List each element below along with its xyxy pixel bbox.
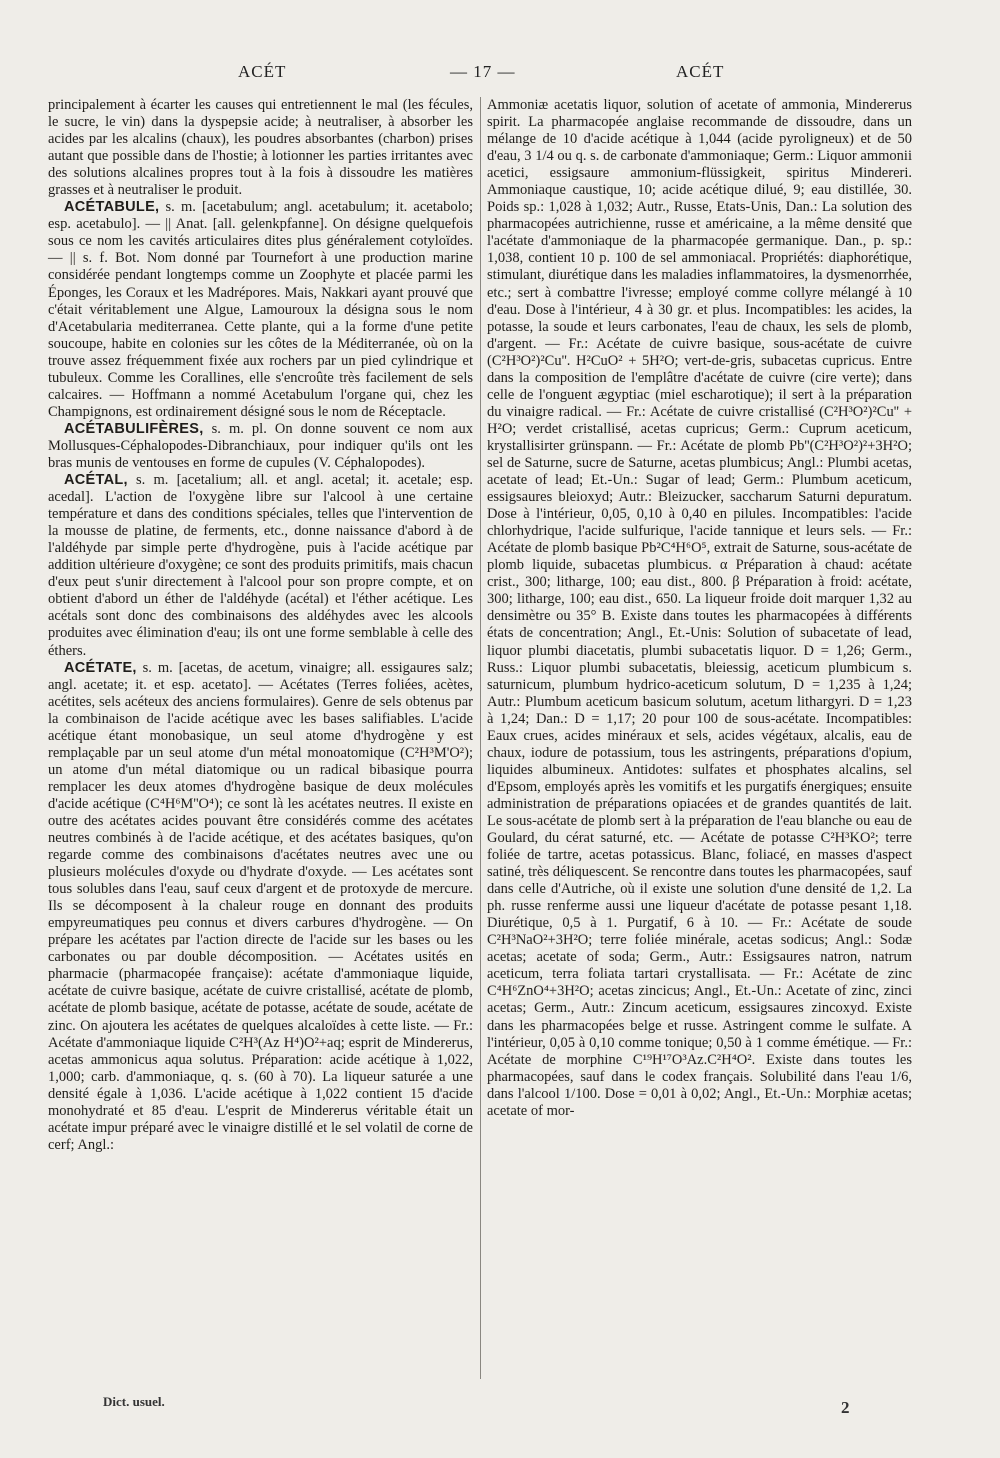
- page-number: — 17 —: [450, 62, 516, 81]
- entry-headword: ACÉTABULE,: [64, 199, 160, 216]
- header-right-guideword: ACÉT: [676, 62, 725, 81]
- header-left-guideword: ACÉT: [238, 62, 287, 81]
- entry-text: principalement à écarter les causes qui entretiennent le mal (les fécules, le sucre, le vin) dans la dyspepsie acide; à neutraliser, à absorber les acides par les alcalins (chaux), les poudres absorbantes (charbon) prises autant que possible dans de l'hostie; à lotionner les parties irritantes avec des solutions alcalines propres tout à la fois à dissoudre les matières grasses et à neutraliser le produit.: [48, 97, 473, 199]
- entry-continuation: [487, 97, 912, 1120]
- running-header: [0, 62, 1000, 88]
- entry-acetate: [48, 660, 473, 1154]
- entry-headword: ACÉTAL,: [64, 472, 128, 489]
- entry-text: s. m. [acetas, de acetum, vinaigre; all. essigaures salz; angl. acetate; it. et esp. acetato]. — Acétates (Terres foliées, acètes, acétites, sels acéteux des anciens formulaires). Genre de sels obtenus par la combinaison de l'acide acétique avec les bases salifiables. L'acide acétique étant monobasique, un seul atome d'hydrogène y est remplaçable par un seul atome d'un métal monoatomique (C²H³M'O²); un atome d'un métal diatomique ou un radical bibasique pourra remplacer les deux atomes d'hydrogène basique de deux molécules d'acide acétique (C⁴H⁶M''O⁴); ce sont là les acétates neutres. Il existe en outre des acétates acides pouvant être considérés comme des acétates neutres combinés à de l'acide acétique, et des acétates basiques, qu'on regarde comme des combinaisons d'acétates neutres avec une ou plusieurs molécules d'oxyde ou d'hydrate d'oxyde. — Les acétates sont tous solubles dans l'eau, sauf ceux d'argent et de protoxyde de mercure. Ils se décomposent à la chaleur rouge en donnant des produits empyreumatiques peu connus et divers carbures d'hydrogène. — On prépare les acétates par l'action directe de l'acide sur les bases ou les carbonates ou par double décomposition. — Acétates usités en pharmacie (pharmacopée française): acétate d'ammoniaque liquide, acétate de cuivre basique, acétate de cuivre cristallisé, acétate de plomb, acétate de plomb basique, acétate de potasse, acétate de soude, acétate de zinc. On ajoutera les acétates de quelques alcaloïdes à cette liste. — Fr.: Acétate d'ammoniaque liquide C²H³(Az H⁴)O²+aq; esprit de Mindererus, acetas ammonicus aqua solutus. Préparation: acide acétique à 1,022, 1,000; carb. d'ammoniaque, q. s. (60 à 70). La liqueur saturée a une densité égale à 1,036. L'acide acétique à 1,022 contient 15 d'acide monohydraté et 85 d'eau. L'esprit de Mindererus véritable était un acétate impur préparé avec le vinaigre distillé et le sel volatil de corne de cerf; Angl.:: [48, 659, 473, 1153]
- entry-text: s. m. [acetabulum; angl. acetabulum; it. acetabolo; esp. acetabulo]. — || Anat. [all. gelenkpfanne]. On désigne quelquefois sous ce nom les cavités articulaires dites plus généralement cotyloïdes. — || s. f. Bot. Nom donné par Tournefort à une production marine considérée pendant longtemps comme un Zoophyte et placée parmi les Éponges, les Coraux et les Madrépores. Mais, Nakkari ayant prouvé que c'était véritablement une Algue, Lamouroux la désigna sous le nom d'Acetabularia mediterranea. Cette plante, qui a la forme d'une petite soucoupe, habite en colonies sur les côtes de la Méditerranée, où on la trouve assez fréquemment fixée aux rochers par un pied cylindrique et tubuleux. Comme les Corallines, elle s'encroûte très facilement de sels calcaires. — Hoffmann a nommé Acetabulum l'organe qui, chez les Champignons, est ordinairement désigné sous le nom de Réceptacle.: [48, 199, 473, 420]
- entry-headword: ACÉTABULIFÈRES,: [64, 420, 204, 437]
- entry-acetabule: [48, 199, 473, 421]
- signature-mark: Dict. usuel.: [103, 1394, 165, 1409]
- column-divider: [480, 97, 481, 1379]
- entry-continuation: [48, 97, 473, 199]
- entry-acetal: [48, 472, 473, 660]
- left-column: [48, 97, 473, 1154]
- entry-text: Ammoniæ acetatis liquor, solution of acetate of ammonia, Mindererus spirit. La pharmacopée anglaise recommande de dissoudre, dans un mélange de 10 d'acide acétique à 1,044 (acide pyroligneux) et de 50 d'eau, 3 1/4 ou q. s. de carbonate d'ammoniaque; Germ.: Liquor ammonii acetici, essigsaure ammonium-flüssigkeit, spiritus Mindereri. Ammoniaque caustique, 10; acide acétique dilué, 9; eau distillée, 30. Poids sp.: 1,028 à 1,032; Autr., Russe, Etats-Unis, Dan.: La solution des pharmacopées autrichienne, russe et américaine, a la même densité que l'acétate d'ammoniaque de la pharmacopée germanique. Dan., p. sp.: 1,038, contient 10 p. 100 de sel ammoniacal. Propriétés: diaphorétique, stimulant, diurétique dans les maladies inflammatoires, la dysmenorrhée, etc.; sert à combattre l'ivresse; employé comme collyre mélangé à 10 d'eau. Dose à l'intérieur, 4 à 30 gr. et plus. Incompatibles: les acides, la potasse, la soude et leurs carbonates, l'eau de chaux, les sels de plomb, d'argent. — Fr.: Acétate de cuivre basique, sous-acétate de cuivre (C²H³O²)²Cu''. H²CuO² + 5H²O; vert-de-gris, subacetas cupricus. Entre dans la composition de l'emplâtre d'acétate de cuivre (cire verte); dans celle de l'onguent ægyptiac (miel escharotique); il sert à la préparation du vinaigre radical. — Fr.: Acétate de cuivre cristallisé (C²H³O²)²Cu'' + H²O; verdet cristallisé, acetas cupricus; Germ.: Cuprum aceticum, krystallisirter grünspann. — Fr.: Acétate de plomb Pb''(C²H³O²)²+3H²O; sel de Saturne, sucre de Saturne, acetas plumbicus; Angl.: Plumbi acetas, acetate of lead; Et.-Un.: Sugar of lead; Germ.: Plumbum aceticum, essigsaures bleioxyd; Autr.: Bleizucker, saccharum Saturni depuratum. Dose à l'intérieur, 0,05, 0,10 à 0,40 en pilules. Incompatibles: l'acide chlorhydrique, l'acide sulfurique, l'acide tannique et leurs sels. — Fr.: Acétate de plomb basique Pb²C⁴H⁶O⁵, extrait de Saturne, sous-acétate de plomb liquide, subacetas plumbicus. α Préparation à chaud: acétate crist., 300; litharge, 100; eau dist., 800. β Préparation à froid: acétate, 300; litharge, 100; eau dist., 650. La liqueur froide doit marquer 1,32 au densimètre ou 35° B. Existe dans toutes les pharmacopées à différents états de concentration; Angl., Et.-Unis: Solution of subacetate of lead, liquor plumbi diacetatis, plumbi subacetatis liquor. D = 1,26; Germ., Russ.: Liquor plumbi subacetatis, bleiessig, aceticum plumbicum s. saturnicum, plumbum hydrico-aceticum solutum, D = 1,235 à 1,24; Autr.: Plumbum aceticum basicum solutum, acetum lithargyri. D = 1,23 à 1,24; Dan.: D = 1,17; 20 pour 100 de sous-acétate. Incompatibles: Eaux crues, acides minéraux et sels, acides végétaux, alcalis, eau de chaux, iodure de potassium, tous les astringents, préparations d'opium, liquides albumineux. Antidotes: sulfates et phosphates alcalins, sel d'Epsom, employés après les vomitifs et les purgatifs énergiques; ensuite administration de préparations opiacées et de grandes quantités de lait. Le sous-acétate de plomb sert à la préparation de l'eau blanche ou eau de Goulard, du cérat saturné, etc. — Acétate de potasse C²H³KO²; terre foliée de tartre, acetas potassicus. Blanc, foliacé, en masses d'aspect satiné, très déliquescent. Se rencontre dans toutes les pharmacopées, sauf dans celle d'Autriche, où il existe une solution d'une densité de 1,2. La ph. russe renferme aussi une liqueur d'acétate de potasse pesant 1,18. Diurétique, 0,5 à 1. Purgatif, 6 à 10. — Fr.: Acétate de soude C²H³NaO²+3H²O; terre foliée minérale, acetas sodicus; Angl.: Sodæ acetas; acetate of soda; Germ., Autr.: Essigsaures natron, natrum aceticum, terra foliata tartari crystallisata. — Fr.: Acétate de zinc C⁴H⁶ZnO⁴+3H²O; acetas zincicus; Angl., Et.-Un.: Acetate of zinc, zinci acetas; Germ., Autr.: Zincum aceticum, essigsaures zincoxyd. Existe dans les pharmacopées belge et russe. Astringent comme le sulfate. A l'intérieur, 0,05 à 0,10 comme tonique; 0,50 à 1 comme émétique. — Fr.: Acétate de morphine C¹⁹H¹⁷O³Az.C²H⁴O². Existe dans toutes les pharmacopées, sauf dans le codex français. Solubilité dans l'eau 1/6, dans l'alcool 1/100. Dose = 0,01 à 0,02; Angl., Et.-Un.: Morphiæ acetas; acetate of mor-: [487, 97, 912, 1119]
- entry-headword: ACÉTATE,: [64, 659, 137, 676]
- right-column: [487, 97, 912, 1120]
- entry-acetabuliferes: [48, 421, 473, 472]
- entry-text: s. m. [acetalium; all. et angl. acetal; it. acetale; esp. acedal]. L'action de l'oxygène libre sur l'alcool à une certaine température et dans des conditions spéciales, telles que l'intervention de la mousse de platine, de ferments, etc., donne naissance d'abord à de l'aldéhyde par simple perte d'hydrogène, puis à l'acide acétique par addition ultérieure d'oxygène; ce sont des produits primitifs, mais chacun d'eux peut s'unir directement à l'alcool pour son propre compte, et on obtient d'abord un éther de l'aldéhyde (acétal) et l'éther acétique. Les acétals sont donc des combinaisons des aldéhydes avec les alcools produites avec élimination d'eau; ils ont une forme semblable à celle des éthers.: [48, 472, 473, 659]
- gathering-number: 2: [841, 1398, 850, 1417]
- entry-text: s. m. pl. On donne souvent ce nom aux Mollusques-Céphalopodes-Dibranchiaux, pour indiquer qu'ils ont les bras munis de ventouses en forme de cupules (V. Céphalopodes).: [48, 420, 473, 471]
